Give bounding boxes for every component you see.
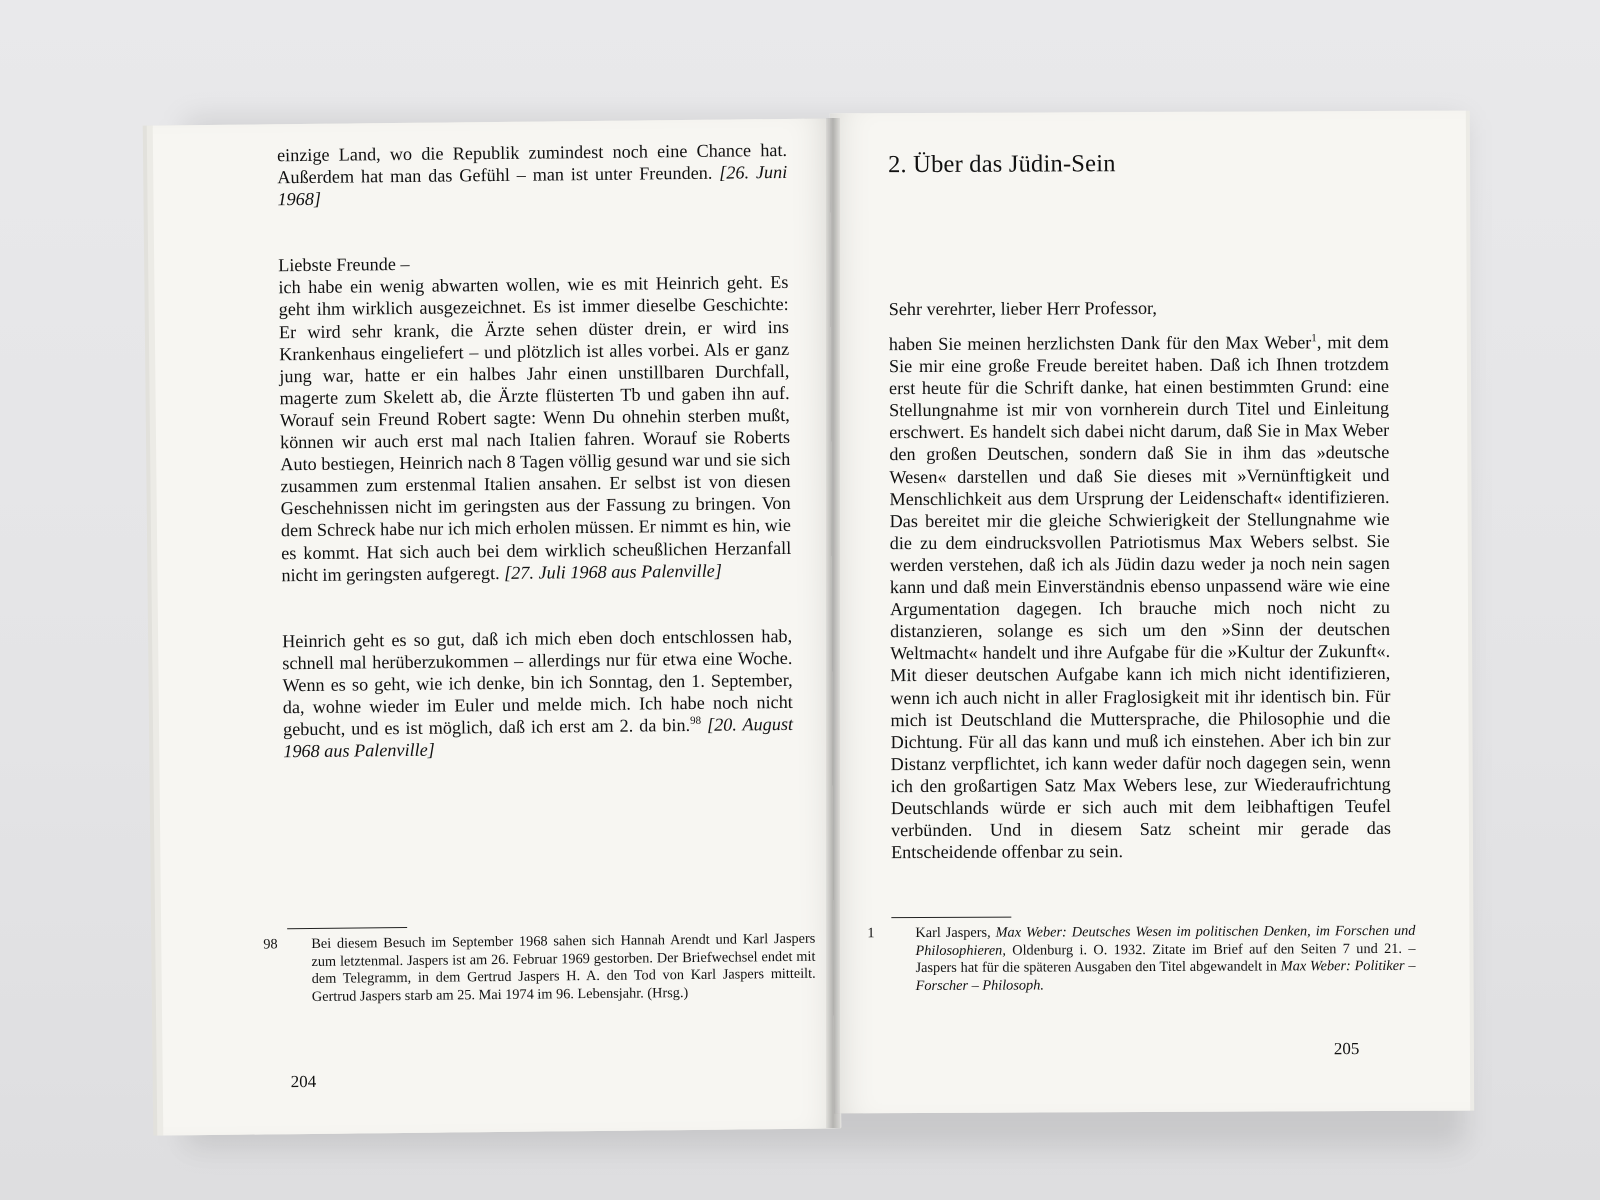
left-page-body xyxy=(277,139,793,763)
paragraph-3-text: Heinrich geht es so gut, daß ich mich eben doch entschlossen hab, schnell mal herüberzukommen – allerdings nur für etwa eine Woche. Wenn es so geht, wie ich denke, bin ich Sonntag, den 1. September, da, wohne wieder im Euler und melde mich. Ich habe noch nicht gebucht, und es ist möglich, daß ich erst am 2. da bin. xyxy=(282,625,793,740)
footnote-ref-1: 1 xyxy=(1311,332,1317,345)
footnote-1-author: Karl Jaspers, xyxy=(915,924,996,942)
footnote-rule-right xyxy=(891,917,1011,919)
page-number-right: 205 xyxy=(1333,1039,1360,1059)
chapter-title: 2. Über das Jüdin-Sein xyxy=(887,150,1116,179)
paragraph-2-text: ich habe ein wenig abwarten wollen, wie es mit Heinrich geht. Es geht ihm wirklich ausgezeichnet. Es ist immer dieselbe Geschichte: Er wird sehr krank, die Ärzte sehen düster drein, er wird ins Krankenhaus eingeliefert – und plötzlich ist alles vorbei. Als er ganz jung war, hatte er ein halbes Jahr einen unstillbaren Durchfall, magerte zum Skelett ab, die Ärzte flüsterten Tb und gaben ihn auf. Worauf sein Freund Robert sagte: Wenn Du ohnehin sterben mußt, können wir auch erst mal nach Italien fahren. Worauf sie Roberts Auto bestiegen, Heinrich nach 8 Tagen völlig gesund war und sie sich zusammen zum erstenmal Italien ansahen. Er selbst ist von diesen Geschehnissen nicht im geringsten aus der Fassung zu bringen. Von dem Schreck habe nur ich mich erholen müssen. Er nimmt es hin, wie es kommt. Hat sich auch bei dem wirklich scheußlichen Herzanfall nicht im geringsten aufgeregt. xyxy=(278,272,792,585)
right-page-body xyxy=(889,331,1391,863)
dateline-1: [26. Juni 1968] xyxy=(277,162,788,210)
right-page xyxy=(830,111,1470,1114)
book-gutter xyxy=(826,118,840,1128)
footnote-ref-98: 98 xyxy=(689,714,702,727)
paragraph-1 xyxy=(277,139,788,211)
dateline-3: [20. August 1968 aus Palenville] xyxy=(283,713,794,762)
right-paragraph-rest: , mit dem Sie mir eine große Freude bereitet haben. Daß ich Ihnen trotzdem erst heute für die Schrift danke, hat einen bestimmten Grund: eine Stellungnahme ist mir von vornherein durch Titel und Einleitung erschwert. Es handelt sich dabei nicht darum, daß Sie in Max Weber den großen Deutschen, sondern daß Sie in ihm das »deutsche Wesen« darstellen und daß Sie dieses mit »Vernünftigkeit und Menschlichkeit aus dem Ursprung der Leidenschaft« identifizieren. Das bereitet mir die gleiche Schwierigkeit der Stellungnahme wie die zu dem eindrucksvollen Patriotismus Max Webers selbst. Sie werden verstehen, daß ich als Jüdin dazu weder ja noch nein sagen kann und daß mein Einverständnis ebenso unpassend wäre wie eine Argumentation dagegen. Ich brauche mich noch nicht zu distanzieren, solange es sich um den »Sinn der deutschen Weltmacht« handelt und ihre Aufgabe für die »Kultur der Zukunft«. Mit dieser deutschen Aufgabe kann ich mich nicht identifizieren, wenn ich auch nicht in aller Fraglosigkeit mit ihr identisch bin. Für mich ist Deutschland die Muttersprache, die Philosophie und die Dichtung. Für all das kann und muß ich einstehen. Aber ich bin zur Distanz verpflichtet, ich kann weder dafür noch dagegen sein, wenn ich den großartigen Satz Max Webers lese, zur Wiederaufrichtung Deutschlands würde er sich auch mit dem leibhaftigen Teufel verbünden. Und in diesem Satz scheint mir gerade das Entscheidende offenbar zu sein. xyxy=(888,331,1391,863)
paragraph-3 xyxy=(282,625,793,763)
footnote-1 xyxy=(867,922,1416,996)
page-number-left: 204 xyxy=(290,1071,317,1092)
paragraph-2 xyxy=(278,271,791,586)
dateline-2: [27. Juli 1968 aus Palenville] xyxy=(504,560,722,583)
footnote-1-title-2: Max Weber: Politiker – Forscher – Philosoph. xyxy=(915,958,1416,994)
footnote-98-text: Bei diesem Besuch im September 1968 sahen sich Hannah Arendt und Karl Jaspers zum letztenmal. Jaspers ist am 26. Februar 1969 gestorben. Der Briefwechsel endet mit dem Telegramm, in dem Gertrud Jaspers H. A. den Tod von Karl Jaspers mitteilt. Gertrud Jaspers starb am 25. Mai 1974 im 96. Lebensjahr. (Hrsg.) xyxy=(311,930,816,1005)
right-paragraph-start: haben Sie meinen herzlichsten Dank für den Max Weber xyxy=(888,332,1312,355)
footnote-rule-left xyxy=(287,927,407,929)
left-page xyxy=(153,118,842,1135)
footnote-98 xyxy=(263,930,816,1007)
footnote-1-title: Max Weber: Deutsches Wesen im politischen Denken, im Forschen und Philosophieren, xyxy=(915,922,1416,959)
paragraph-1-text: einzige Land, wo die Republik zumindest noch eine Chance hat. Außerdem hat man das Gefühl – man ist unter Freunden. xyxy=(276,139,788,188)
right-paragraph xyxy=(889,331,1391,863)
footnote-1-text: Oldenburg i. O. 1932. Zitate im Brief auf den Seiten 7 und 21. – Jaspers hat für die späteren Ausgaben den Titel abgewandelt in xyxy=(915,940,1416,977)
letter-greeting: Liebste Freunde – xyxy=(278,254,410,276)
footnote-1-number: 1 xyxy=(867,925,875,942)
footnote-98-number: 98 xyxy=(263,936,278,953)
letter-salutation: Sehr verehrter, lieber Herr Professor, xyxy=(888,297,1157,320)
